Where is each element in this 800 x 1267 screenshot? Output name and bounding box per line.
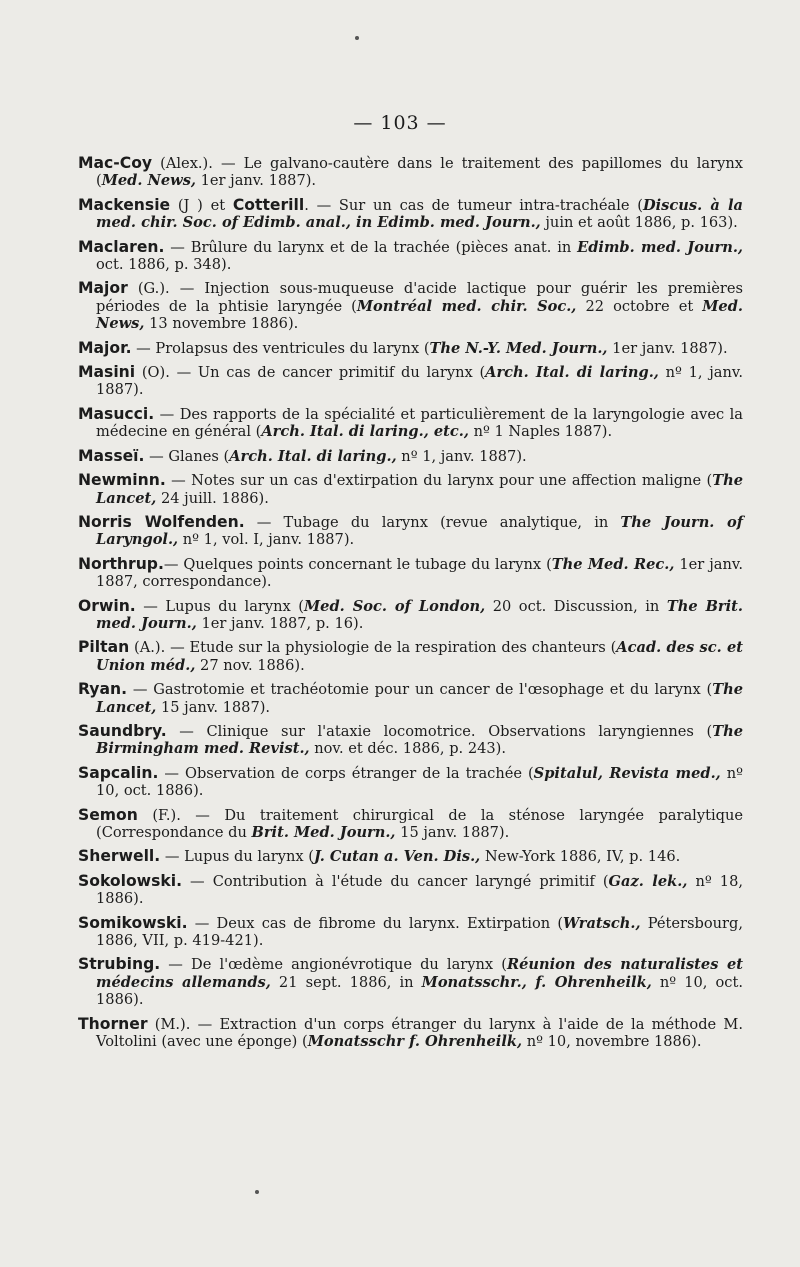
- entry-author: Norris Wolfenden.: [78, 512, 245, 531]
- entry-source: The Lancet,: [96, 681, 743, 716]
- entry-text: — Contribution à l'étude du cancer laryngé primitif (: [182, 872, 609, 890]
- entry-text: — Des rapports de la spécialité et particulièrement de la laryngologie avec la médecine en général (: [96, 405, 743, 441]
- bibliography-entry: [78, 280, 743, 332]
- entry-text: — Lupus du larynx (: [135, 597, 304, 615]
- entry-author: Major: [78, 279, 128, 298]
- bibliography-entry: [78, 956, 743, 1008]
- paper-speck: [355, 36, 359, 40]
- entry-author: Saundbry.: [78, 721, 167, 740]
- entry-author: Sherwell.: [78, 847, 161, 866]
- entry-text: 24 juill. 1886).: [156, 489, 269, 507]
- entry-author: Maclaren.: [78, 237, 165, 256]
- entry-source: J. Cutan a. Ven. Dis.,: [313, 848, 481, 866]
- entry-text: 21 sept. 1886, in: [270, 973, 422, 991]
- entry-text: nº 10, oct. 1886).: [96, 764, 743, 800]
- bibliography-entry: [78, 723, 743, 758]
- entry-source: Brit. Med. Journ.,: [251, 824, 396, 841]
- entry-text: New-York 1886, IV, p. 146.: [480, 848, 681, 866]
- entry-source: The Journ. of Laryngol.,: [96, 513, 743, 549]
- entry-source: Med. News,: [101, 172, 196, 190]
- entry-text: nº 1, janv. 1887).: [96, 364, 743, 399]
- entry-text: — De l'œdème angionévrotique du larynx (: [160, 956, 507, 974]
- bibliography-entry: [78, 155, 743, 190]
- entry-text: 15 janv. 1887).: [395, 824, 510, 841]
- entry-text: (F.). — Du traitement chirurgical de la sténose laryngée paralytique (Correspondance du: [96, 806, 743, 841]
- entry-author: Strubing.: [78, 955, 161, 974]
- entry-source: Arch. Ital. di laring., etc.,: [261, 423, 469, 441]
- bibliography-list: [78, 155, 743, 1057]
- entry-author: Masini: [78, 363, 136, 382]
- bibliography-entry: [78, 472, 743, 507]
- bibliography-entry: [78, 448, 743, 465]
- entry-text: — Quelques points concernant le tubage du larynx (: [163, 555, 552, 573]
- entry-source: Wratsch.,: [563, 914, 641, 932]
- entry-text: — Gastrotomie et trachéotomie pour un cancer de l'œsophage et du larynx (: [127, 681, 713, 699]
- entry-text: — Observation de corps étranger de la trachée (: [158, 764, 534, 782]
- entry-text: — Glanes (: [144, 447, 230, 465]
- entry-source: Monatsschr f. Ohrenheilk,: [307, 1033, 523, 1051]
- entry-text: nº 1, janv. 1887).: [396, 447, 527, 465]
- entry-source: The Lancet,: [96, 472, 743, 507]
- entry-author: Thorner: [78, 1014, 148, 1033]
- entry-text: (M.). — Extraction d'un corps étranger du larynx à l'aide de la méthode M. Voltolini (avec une éponge) (: [96, 1015, 743, 1051]
- bibliography-entry: [78, 1016, 743, 1051]
- entry-text: 27 nov. 1886).: [195, 656, 305, 674]
- entry-text: — Clinique sur l'ataxie locomotrice. Observations laryngiennes (: [166, 722, 713, 740]
- entry-text: . — Sur un cas de tumeur intra-trachéale (: [304, 196, 643, 214]
- entry-text: juin et août 1886, p. 163).: [540, 214, 738, 232]
- entry-source: Gaz. lek.,: [608, 872, 688, 890]
- entry-source: Med. Soc. of London,: [304, 597, 486, 615]
- entry-source: Arch. Ital. di laring.,: [485, 364, 659, 382]
- entry-author: Sokolowski.: [78, 871, 182, 890]
- entry-text: oct. 1886, p. 348).: [96, 256, 232, 274]
- entry-source: The Brit. med. Journ.,: [96, 597, 743, 632]
- entry-source: Discus. à la med. chir. Soc. of Edimb. anal., in Edimb. med. Journ.,: [96, 196, 743, 232]
- entry-author: Masseï.: [78, 446, 145, 465]
- entry-text: — Brûlure du larynx et de la trachée (pièces anat. in: [164, 238, 578, 256]
- bibliography-entry: [78, 639, 743, 674]
- bibliography-entry: [78, 681, 743, 716]
- entry-text: — Notes sur un cas d'extirpation du larynx pour une affection maligne (: [165, 472, 713, 490]
- bibliography-entry: [78, 406, 743, 441]
- entry-source: Arch. Ital. di laring.,: [229, 447, 397, 465]
- entry-source: Réunion des naturalistes et médecins allemands,: [96, 956, 743, 991]
- bibliography-entry: [78, 873, 743, 908]
- entry-text: 22 octobre et: [576, 297, 703, 315]
- entry-text: 1er janv. 1887, correspondance).: [96, 555, 743, 591]
- paper-speck: [255, 1190, 259, 1194]
- entry-source: Edimb. med. Journ.,: [577, 238, 743, 256]
- bibliography-entry: [78, 197, 743, 232]
- entry-text: nº 10, oct. 1886).: [96, 973, 743, 1009]
- entry-text: — Lupus du larynx (: [160, 848, 314, 866]
- entry-text: nov. et déc. 1886, p. 243).: [309, 740, 507, 758]
- entry-source: Montréal med. chir. Soc.,: [356, 297, 577, 315]
- entry-text: nº 18, 1886).: [96, 872, 743, 908]
- entry-author: Mac-Coy: [78, 154, 153, 172]
- entry-text: nº 1 Naples 1887).: [468, 423, 613, 441]
- entry-author: Northrup.: [78, 554, 164, 573]
- entry-source: The Birmingham med. Revist.,: [96, 722, 743, 758]
- entry-text: 20 oct. Discussion, in: [485, 597, 667, 615]
- entry-author: Masucci.: [78, 404, 155, 423]
- entry-source: Acad. des sc. et Union méd.,: [96, 639, 743, 674]
- bibliography-entry: [78, 807, 743, 842]
- bibliography-entry: [78, 239, 743, 274]
- bibliography-entry: [78, 340, 743, 357]
- bibliography-entry: [78, 364, 743, 399]
- entry-author: Newminn.: [78, 471, 166, 490]
- bibliography-entry: [78, 765, 743, 800]
- entry-text: (G.). — Injection sous-muqueuse d'acide lactique pour guérir les premières périodes de la phtisie laryngée (: [96, 280, 743, 315]
- entry-author: Somikowski.: [78, 913, 188, 932]
- entry-author: Semon: [78, 805, 138, 824]
- entry-text: 1er janv. 1887).: [607, 339, 728, 357]
- entry-text: (Alex.). — Le galvano-cautère dans le traitement des papillomes du larynx (: [96, 155, 743, 190]
- entry-author: Piltan: [78, 638, 130, 657]
- bibliography-entry: [78, 598, 743, 633]
- entry-text: — Tubage du larynx (revue analytique, in: [244, 513, 621, 531]
- entry-author: Orwin.: [78, 596, 136, 615]
- entry-author: Ryan.: [78, 680, 128, 699]
- entry-text: Pétersbourg, 1886, VII, p. 419-421).: [96, 914, 743, 950]
- entry-source: The Med. Rec.,: [551, 555, 675, 573]
- entry-author: Sapcalin.: [78, 763, 159, 782]
- entry-text: (O). — Un cas de cancer primitif du larynx (: [135, 364, 486, 382]
- bibliography-entry: [78, 556, 743, 591]
- entry-source: Monatsschr., f. Ohrenheilk,: [421, 973, 652, 991]
- entry-author: Mackensie: [78, 195, 171, 214]
- entry-source: The N.-Y. Med. Journ.,: [429, 339, 608, 357]
- bibliography-entry: [78, 915, 743, 950]
- bibliography-entry: [78, 848, 743, 865]
- entry-text: nº 10, novembre 1886).: [522, 1033, 702, 1051]
- bibliography-entry: [78, 514, 743, 549]
- entry-author: Major.: [78, 338, 132, 357]
- entry-text: (A.). — Etude sur la physiologie de la respiration des chanteurs (: [129, 639, 617, 657]
- entry-text: — Prolapsus des ventricules du larynx (: [131, 339, 430, 357]
- entry-text: 1er janv. 1887, p. 16).: [196, 614, 364, 632]
- entry-text: 15 janv. 1887).: [156, 698, 271, 716]
- page-number: — 103 —: [353, 112, 447, 134]
- entry-coauthor: Cotterill: [232, 195, 305, 214]
- entry-text: 13 novembre 1886).: [144, 315, 299, 333]
- entry-text: nº 1, vol. I, janv. 1887).: [178, 531, 355, 549]
- entry-text: 1er janv. 1887).: [196, 172, 317, 190]
- entry-source: Spitalul, Revista med.,: [533, 764, 721, 782]
- entry-text: (J ) et: [170, 196, 233, 214]
- entry-source: Med. News,: [96, 297, 743, 333]
- entry-text: — Deux cas de fibrome du larynx. Extirpation (: [187, 914, 564, 932]
